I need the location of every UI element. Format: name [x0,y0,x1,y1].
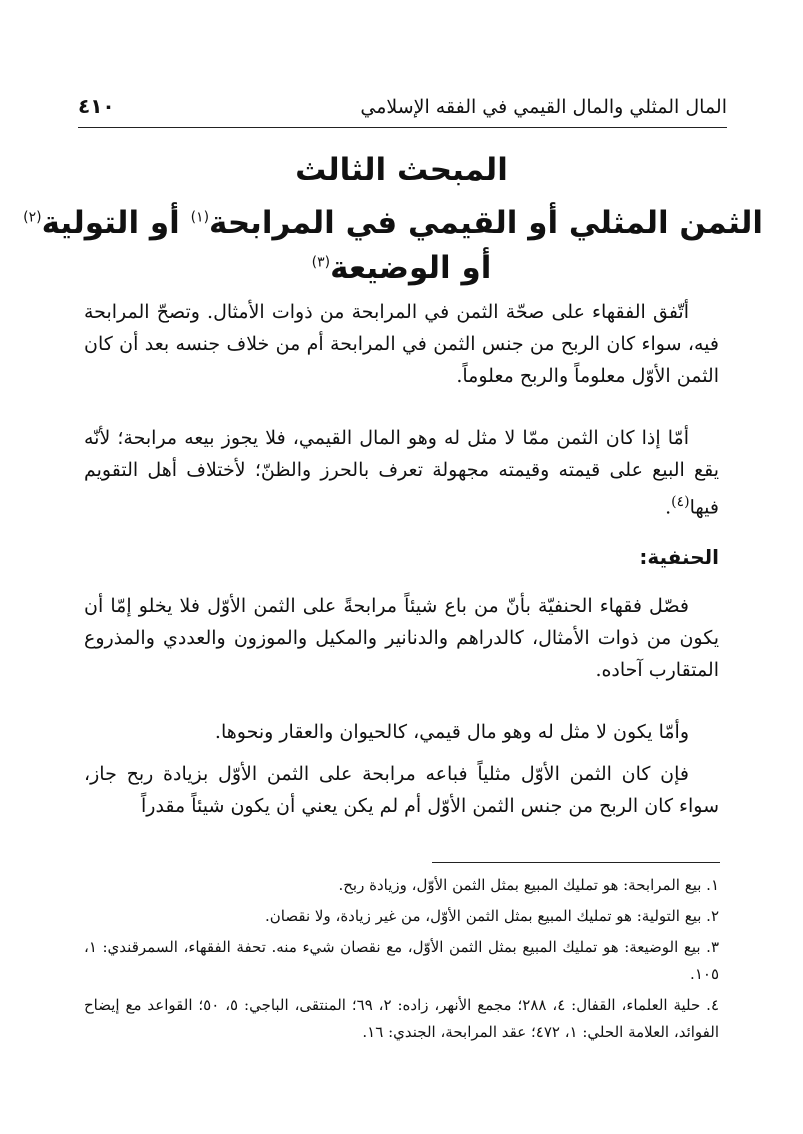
paragraph-2-text: أمّا إذا كان الثمن ممّا لا مثل له وهو المال القيمي، فلا يجوز بيعه مرابحة؛ لأنّه يقع البيع على قيمته وقيمته مجهولة تعرف بالحرز والظنّ؛ لأختلاف أهل التقويم فيها [84,427,719,519]
footnote-ref-4: (٤) [671,494,690,510]
paragraph-1: أتّفق الفقهاء على صحّة الثمن في المرابحة من ذوات الأمثال. وتصحّ المرابحة فيه، سواء كان الربح من جنس الثمن في المرابحة أم من خلاف جنسه بعد أن كان الثمن الأوّل معلوماً والربح معلوماً. [84,301,719,387]
running-title: المال المثلي والمال القيمي في الفقه الإسلامي [360,96,727,118]
title-part-tawliya: أو التولية [41,205,191,241]
footnotes [84,872,719,1050]
page-number: ٤١٠ [78,94,115,118]
chapter-title-line-2 [40,250,763,286]
title-part-wadia: أو الوضيعة [330,250,492,286]
footnote-ref-3: (٣) [311,254,331,271]
paragraph-2-end: . [665,496,672,519]
chapter-title-line-1 [23,205,763,241]
paragraph-2 [84,422,719,523]
header-divider [78,127,727,128]
paragraph-4: وأمّا يكون لا مثل له وهو مال قيمي، كالحيوان والعقار ونحوها. [214,721,689,743]
footnote-divider [432,862,720,863]
footnote-3: ٣. بيع الوضيعة: هو تمليك المبيع بمثل الثمن الأوّل، مع نقصان شيء منه. تحفة الفقهاء، السمرقندي: ١، ١٠٥. [84,938,719,983]
footnote-1: ١. بيع المرابحة: هو تمليك المبيع بمثل الثمن الأوّل، وزيادة ربح. [338,876,719,894]
section-heading: المبحث الثالث [295,152,508,188]
paragraph-5: فإن كان الثمن الأوّل مثلياً فباعه مرابحة على الثمن الأوّل بزيادة ربح جاز، سواء كان الربح من جنس الثمن الأوّل أم لم يكن يعني أن يكون شيئاً مقدراً [84,763,719,817]
footnote-2: ٢. بيع التولية: هو تمليك المبيع بمثل الثمن الأوّل، من غير زيادة، ولا نقصان. [265,907,719,925]
paragraph-3: فصّل فقهاء الحنفيّة بأنّ من باع شيئاً مرابحةً على الثمن الأوّل فلا يخلو إمّا أن يكون من ذوات الأمثال، كالدراهم والدنانير والمكيل والموزون والعددي والمذروع المتقارب آحاده. [84,595,719,681]
title-part-murabaha: الثمن المثلي أو القيمي في المرابحة [209,205,763,241]
page-header [78,88,727,128]
subheading-hanafiyya: الحنفية: [639,545,719,569]
footnote-ref-2: (٢) [23,209,42,226]
footnote-ref-1: (١) [190,209,210,226]
footnote-4: ٤. حلية العلماء، القفال: ٤، ٢٨٨؛ مجمع الأنهر، زاده: ٢، ٦٩؛ المنتقى، الباجي: ٥، ٥٠؛ القواعد مع إيضاح الفوائد، العلامة الحلي: ١، ٤٧٢؛ عقد المرابحة، الجندي: ١٦. [84,996,720,1041]
